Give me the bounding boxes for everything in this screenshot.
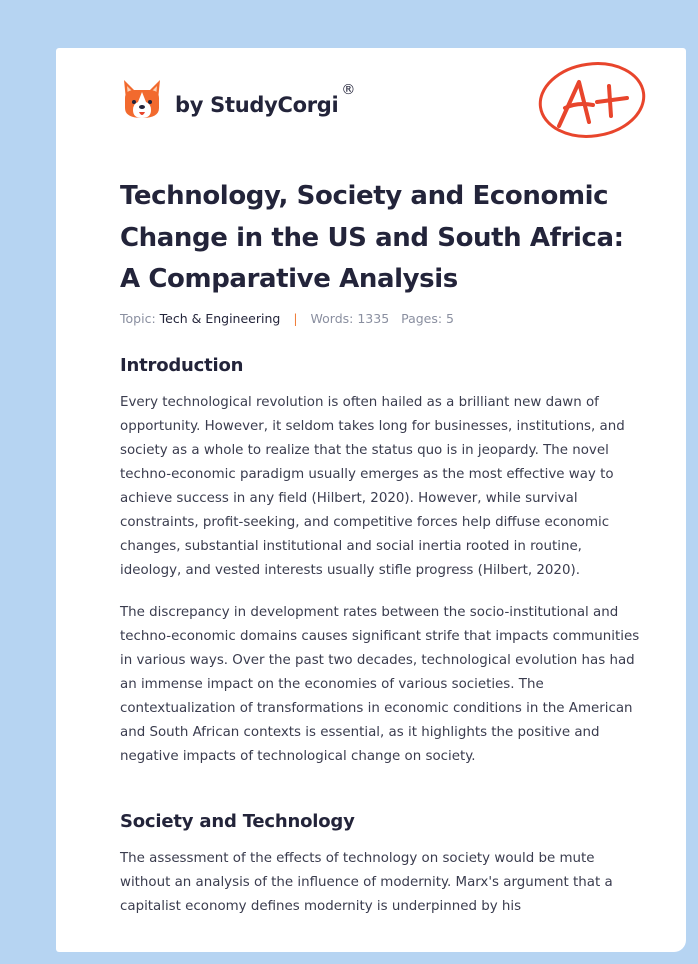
- topic-label: Topic:: [120, 311, 156, 326]
- section-heading-society-technology: Society and Technology: [120, 811, 355, 832]
- document-card: [56, 48, 686, 952]
- brand-header[interactable]: [121, 76, 355, 124]
- page-count: Pages: 5: [401, 311, 455, 326]
- paragraph: The assessment of the effects of technology on society would be mute without an analysis of the influence of modernity. Marx's argument that a capitalist economy defines modernity is underpinned by his: [120, 851, 613, 914]
- grade-badge: [537, 60, 649, 142]
- paragraph: The discrepancy in development rates between the socio-institutional and techno-economic domains causes significant strife that impacts communities in various ways. Over the past two decades, technological evolution has had an immense impact on the economies of various societies. The contextualization of transformations in economic conditions in the American and South African contexts is essential, as it highlights the positive and negative impacts of technological change on society.: [120, 605, 640, 764]
- article-meta: [120, 311, 454, 326]
- a-plus-grade-icon: [537, 60, 649, 142]
- corgi-logo-icon: [121, 78, 163, 122]
- registered-mark: ®: [341, 82, 356, 98]
- paragraph: Every technological revolution is often hailed as a brilliant new dawn of opportunity. However, it seldom takes long for businesses, institutions, and society as a whole to realize that the status quo is in jeopardy. The novel techno-economic paradigm usually emerges as the most effective way to achieve success in any field (Hilbert, 2020). However, while survival constraints, profit-seeking, and competitive forces help diffuse economic changes, substantial institutional and social inertia rooted in routine, ideology, and vested interests usually stifle progress (Hilbert, 2020).: [120, 395, 625, 578]
- article-title: Technology, Society and Economic Change in the US and South Africa: A Comparative Analysis: [120, 181, 624, 294]
- word-count: Words: 1335: [310, 311, 390, 326]
- topic-link[interactable]: Tech & Engineering: [159, 311, 281, 326]
- meta-separator: |: [293, 311, 298, 326]
- section-heading-introduction: Introduction: [120, 355, 244, 376]
- grade-text: A+: [537, 60, 539, 61]
- brand-name: by StudyCorgi: [175, 93, 339, 117]
